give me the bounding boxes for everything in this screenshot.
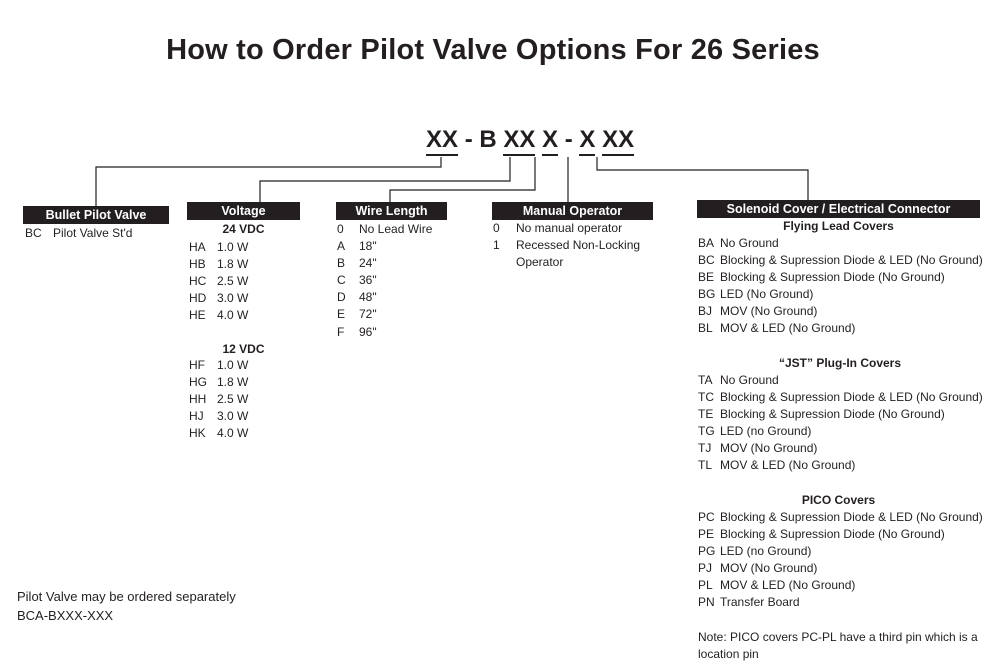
pico-covers-title: PICO Covers: [801, 493, 876, 507]
option-desc: No Lead Wire: [359, 222, 433, 236]
solenoid-cover-header: Solenoid Cover / Electrical Connector: [697, 200, 980, 218]
list-item: [189, 374, 248, 391]
option-desc: 3.0 W: [217, 409, 249, 424]
option-code: HF: [189, 358, 205, 372]
option-code: HD: [189, 291, 207, 306]
option-code: E: [337, 307, 346, 322]
option-code: HE: [189, 308, 206, 323]
code-segment-wire: X: [542, 126, 558, 156]
voltage-24vdc-list: [189, 239, 248, 324]
option-desc: Blocking & Supression Diode & LED (No Ground): [720, 390, 983, 405]
list-item: [25, 225, 132, 242]
option-code: 1: [493, 238, 500, 253]
option-desc: Pilot Valve St'd: [53, 226, 133, 240]
option-code: TC: [698, 390, 714, 405]
connector-solenoid: [597, 157, 808, 200]
code-separator: -: [564, 126, 573, 153]
option-desc: 24": [359, 256, 377, 271]
list-item: [698, 389, 983, 406]
option-code: 0: [493, 221, 500, 235]
list-item: [698, 457, 983, 474]
option-desc: Blocking & Supression Diode (No Ground): [720, 407, 945, 422]
option-desc: No Ground: [720, 236, 779, 250]
option-code: F: [337, 324, 345, 339]
option-desc: 4.0 W: [217, 308, 249, 323]
option-desc: 2.5 W: [217, 392, 249, 407]
list-item: [337, 255, 432, 272]
option-code: BA: [698, 236, 715, 250]
option-code: BJ: [698, 304, 713, 319]
option-code: TA: [698, 373, 713, 387]
list-item: [189, 239, 248, 256]
option-code: C: [337, 273, 346, 288]
list-item: [698, 543, 983, 560]
separate-order-note: [17, 587, 236, 625]
option-code: HK: [189, 426, 206, 441]
option-code: HH: [189, 392, 207, 407]
option-desc: MOV & LED (No Ground): [720, 578, 856, 593]
option-desc: LED (No Ground): [720, 287, 814, 302]
pico-covers-list: [698, 509, 983, 612]
list-item: [698, 286, 983, 303]
option-desc: MOV (No Ground): [720, 561, 818, 576]
option-code: BC: [25, 226, 42, 240]
option-desc: LED (no Ground): [720, 544, 812, 559]
option-code: PG: [698, 544, 716, 559]
option-desc: 2.5 W: [217, 274, 249, 289]
list-item: [698, 303, 983, 320]
option-desc: 1.8 W: [217, 375, 249, 390]
list-item: [189, 408, 248, 425]
list-item: [337, 221, 432, 238]
list-item: [189, 307, 248, 324]
option-desc: LED (no Ground): [720, 424, 812, 439]
option-code: HC: [189, 274, 207, 289]
list-item: [698, 560, 983, 577]
list-item: [337, 289, 432, 306]
option-code: PN: [698, 595, 715, 610]
voltage-12vdc-title: 12 VDC: [222, 342, 265, 356]
voltage-12vdc-list: [189, 357, 248, 442]
option-desc: No Ground: [720, 373, 779, 387]
flying-lead-covers-list: [698, 235, 983, 338]
option-desc: MOV & LED (No Ground): [720, 458, 856, 473]
note-line: location pin: [698, 647, 759, 661]
option-desc: 36": [359, 273, 377, 288]
list-item: [698, 509, 983, 526]
code-fixed-letter: B: [479, 126, 497, 153]
list-item: [698, 372, 983, 389]
code-segment-solenoid: XX: [602, 126, 634, 156]
list-item: [493, 220, 640, 237]
option-desc: 18": [359, 239, 377, 254]
bullet-pilot-valve-header: Bullet Pilot Valve: [23, 206, 169, 224]
option-desc: Blocking & Supression Diode (No Ground): [720, 270, 945, 285]
list-item: [189, 273, 248, 290]
note-line: Pilot Valve may be ordered separately: [17, 589, 236, 604]
page-title: How to Order Pilot Valve Options For 26 Series: [166, 34, 820, 66]
bullet-pilot-valve-list: [25, 225, 132, 242]
voltage-24vdc-title: 24 VDC: [222, 222, 265, 236]
flying-lead-covers-title: Flying Lead Covers: [783, 219, 894, 233]
list-item: [337, 238, 432, 255]
option-code: BC: [698, 253, 715, 268]
list-item: [337, 306, 432, 323]
option-code: BL: [698, 321, 713, 336]
option-desc: 3.0 W: [217, 291, 249, 306]
list-item: [698, 406, 983, 423]
code-segment-voltage: XX: [503, 126, 535, 156]
option-code: B: [337, 256, 346, 271]
list-item: [698, 269, 983, 286]
option-code: TE: [698, 407, 714, 422]
list-item: [337, 272, 432, 289]
list-item: [698, 440, 983, 457]
connector-wire: [390, 157, 535, 202]
list-item: [698, 526, 983, 543]
wire-length-list: [337, 221, 432, 341]
list-item: [189, 256, 248, 273]
option-desc: Recessed Non-Locking: [516, 238, 641, 253]
option-code: D: [337, 290, 346, 305]
list-item: [189, 425, 248, 442]
code-segment-manual: X: [579, 126, 595, 156]
jst-plug-in-covers-list: [698, 372, 983, 475]
option-desc: MOV (No Ground): [720, 304, 818, 319]
list-item: [337, 324, 432, 341]
option-code: HB: [189, 257, 206, 272]
option-code: TG: [698, 424, 715, 439]
option-desc: 72": [359, 307, 377, 322]
option-desc: Transfer Board: [720, 595, 800, 610]
option-desc: 4.0 W: [217, 426, 249, 441]
option-desc: 1.0 W: [217, 240, 249, 254]
option-desc: 1.0 W: [217, 358, 249, 372]
option-code: PC: [698, 510, 715, 524]
option-desc: 48": [359, 290, 377, 305]
option-code: PJ: [698, 561, 713, 576]
manual-operator-list: [493, 220, 640, 271]
pico-note: [698, 629, 978, 663]
list-item: [698, 423, 983, 440]
option-desc: No manual operator: [516, 221, 623, 235]
option-desc: 96": [359, 324, 377, 339]
option-code: PE: [698, 527, 715, 542]
option-code: A: [337, 239, 346, 254]
option-code: 0: [337, 222, 344, 236]
option-desc: MOV & LED (No Ground): [720, 321, 856, 336]
connector-voltage: [260, 157, 510, 202]
list-item: [189, 391, 248, 408]
option-desc: 1.8 W: [217, 257, 249, 272]
option-code: BE: [698, 270, 715, 285]
list-item: [698, 235, 983, 252]
code-separator: -: [464, 126, 473, 153]
option-desc: MOV (No Ground): [720, 441, 818, 456]
option-code: TJ: [698, 441, 712, 456]
option-code: BG: [698, 287, 716, 302]
list-item-continuation: [493, 254, 640, 271]
list-item: [189, 290, 248, 307]
list-item: [493, 237, 640, 254]
jst-plug-in-covers-title: “JST” Plug-In Covers: [779, 356, 902, 370]
list-item: [698, 577, 983, 594]
option-code: HJ: [189, 409, 204, 424]
wire-length-header: Wire Length: [336, 202, 447, 220]
list-item: [189, 357, 248, 374]
option-code: HG: [189, 375, 207, 390]
option-desc: Blocking & Supression Diode (No Ground): [720, 527, 945, 542]
note-line: Note: PICO covers PC-PL have a third pin which is a: [698, 630, 978, 644]
list-item: [698, 594, 983, 611]
option-code: TL: [698, 458, 713, 473]
note-line: BCA-BXXX-XXX: [17, 608, 114, 623]
option-desc: Blocking & Supression Diode & LED (No Ground): [720, 510, 983, 524]
option-code: HA: [189, 240, 206, 254]
option-desc: Blocking & Supression Diode & LED (No Ground): [720, 253, 983, 268]
code-segment-bullet: XX: [426, 126, 458, 156]
list-item: [698, 252, 983, 269]
list-item: [698, 320, 983, 337]
voltage-header: Voltage: [187, 202, 300, 220]
option-code: PL: [698, 578, 713, 593]
option-desc: Operator: [516, 255, 564, 270]
manual-operator-header: Manual Operator: [492, 202, 653, 220]
